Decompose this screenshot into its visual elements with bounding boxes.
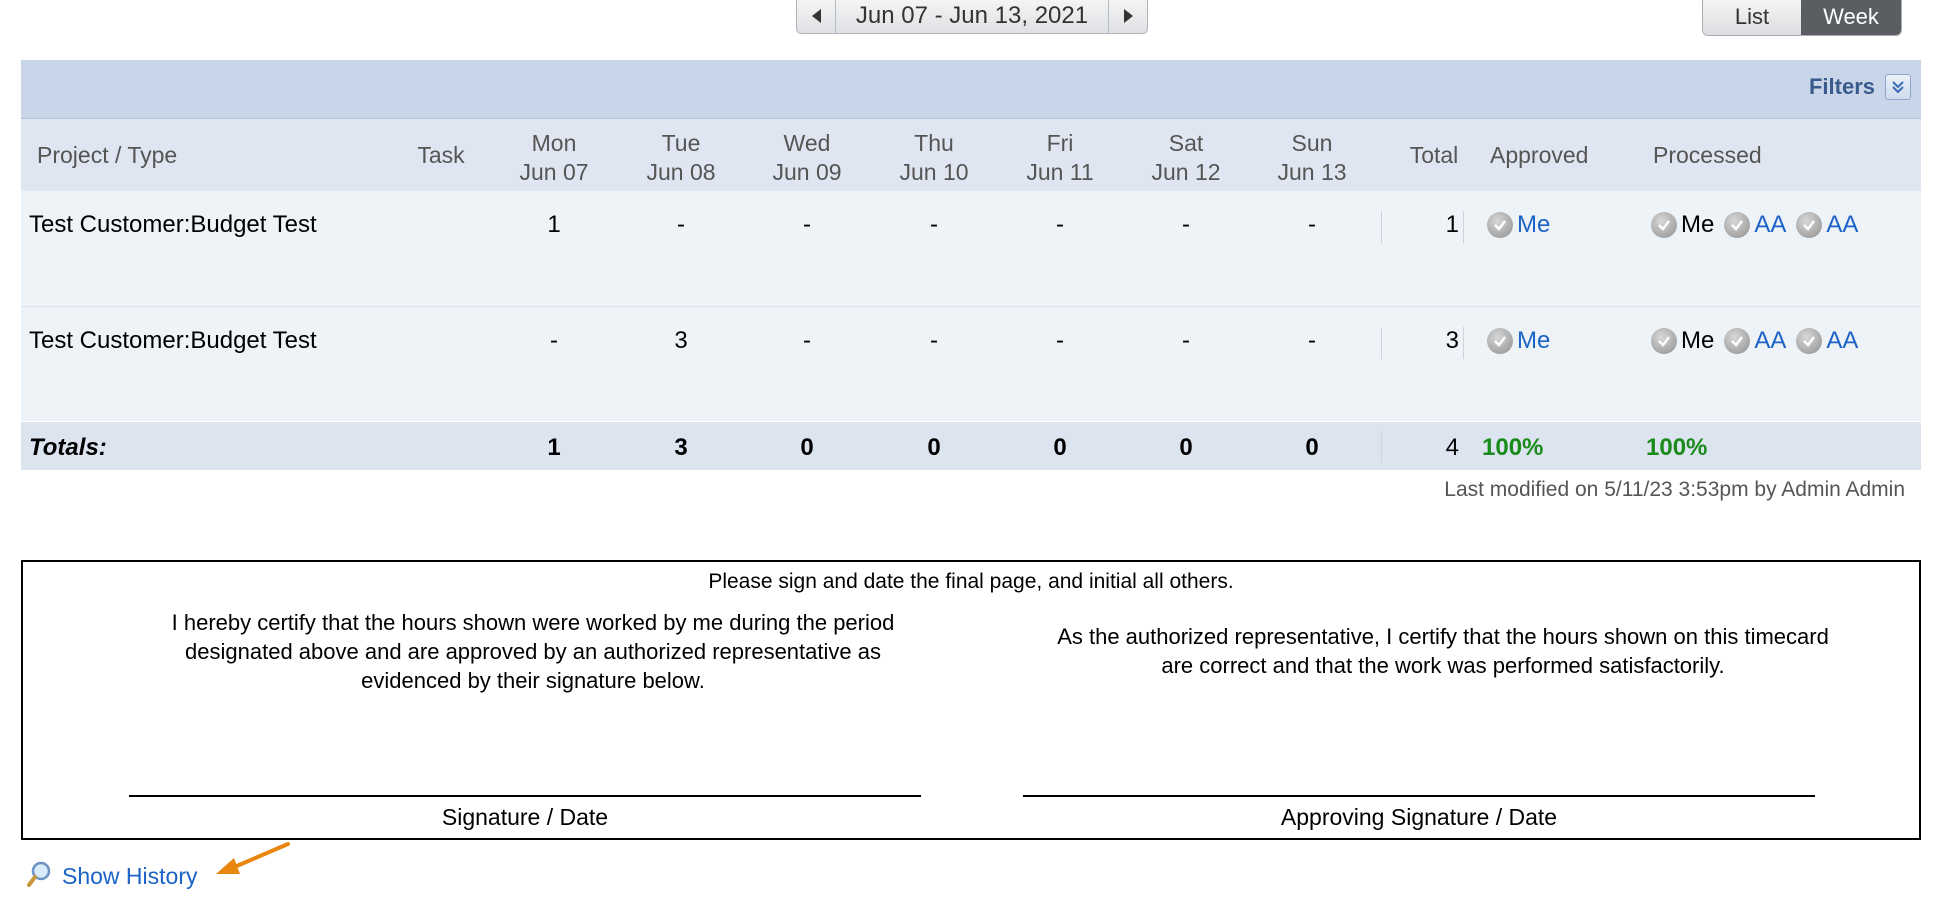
magnifier-icon [26, 860, 54, 893]
approved-status [1487, 327, 1550, 355]
hours-cell-mon[interactable]: - [550, 327, 558, 354]
header-day-date: Jun 11 [1026, 159, 1094, 185]
triangle-right-icon [1124, 9, 1133, 23]
header-day-name: Sat [1168, 130, 1204, 156]
header-day-date: Jun 08 [646, 159, 716, 185]
triangle-left-icon [812, 9, 821, 23]
approver-certification-text: As the authorized representative, I certify that the hours shown on this timecard are correct and that the work was performed satisfactorily. [1057, 624, 1829, 678]
check-circle-icon [1651, 212, 1677, 238]
header-day-tue [638, 129, 724, 187]
processor-link[interactable]: AA [1826, 211, 1859, 238]
check-circle-icon [1796, 328, 1822, 354]
column-divider [1463, 327, 1464, 359]
header-day-mon [511, 129, 597, 187]
hours-cell-sun[interactable]: - [1308, 211, 1316, 238]
next-week-button[interactable] [1108, 0, 1147, 33]
total-sat: 0 [1179, 434, 1193, 461]
header-day-name: Thu [914, 130, 954, 156]
processor-link[interactable]: AA [1754, 327, 1787, 354]
filters-label: Filters [1808, 74, 1875, 99]
header-day-name: Sun [1291, 130, 1333, 156]
employee-certification-text: I hereby certify that the hours shown were worked by me during the period designated above and are approved by an authorized representative as evidenced by their signature below. [171, 610, 895, 693]
filters-toggle[interactable] [1809, 74, 1911, 100]
row-total-cell: 3 [1445, 327, 1459, 354]
hours-cell-thu[interactable]: - [930, 327, 938, 354]
table-row[interactable] [21, 307, 1921, 421]
header-processed[interactable]: Processed [1653, 142, 1762, 168]
check-circle-icon [1724, 328, 1750, 354]
total-fri: 0 [1053, 434, 1067, 461]
totals-row [21, 422, 1921, 470]
header-day-name: Mon [531, 130, 577, 156]
header-day-date: Jun 12 [1151, 159, 1221, 185]
approver-signature-label: Approving Signature / Date [1280, 804, 1558, 830]
row-total-cell: 1 [1445, 211, 1459, 238]
header-day-sat [1143, 129, 1229, 187]
header-approved[interactable]: Approved [1490, 142, 1589, 168]
date-range-navigator [796, 0, 1148, 34]
header-day-thu [891, 129, 977, 187]
header-day-fri [1017, 129, 1103, 187]
hours-cell-tue[interactable]: - [677, 211, 685, 238]
hours-cell-sun[interactable]: - [1308, 327, 1316, 354]
hours-cell-tue[interactable]: 3 [674, 327, 688, 354]
header-day-name: Fri [1046, 130, 1074, 156]
hours-cell-mon[interactable]: 1 [547, 211, 561, 238]
hours-cell-wed[interactable]: - [803, 211, 811, 238]
sign-instruction: Please sign and date the final page, and initial all others. [708, 570, 1234, 593]
header-day-wed [764, 129, 850, 187]
header-day-date: Jun 10 [899, 159, 969, 185]
column-divider [1381, 327, 1382, 359]
processed-status [1651, 211, 1858, 239]
column-divider [1381, 211, 1382, 243]
total-thu: 0 [927, 434, 941, 461]
header-day-date: Jun 07 [519, 159, 589, 185]
total-wed: 0 [800, 434, 814, 461]
header-day-date: Jun 13 [1277, 159, 1347, 185]
employee-signature-line [129, 795, 921, 797]
table-header [21, 119, 1921, 191]
processed-status [1651, 327, 1858, 355]
approver-link[interactable]: Me [1517, 327, 1551, 354]
totals-label: Totals: [29, 434, 107, 461]
certification-box [21, 560, 1921, 840]
header-project-type[interactable]: Project / Type [37, 142, 178, 168]
processor-name: Me [1681, 211, 1715, 238]
check-circle-icon [1651, 328, 1677, 354]
hours-cell-sat[interactable]: - [1182, 327, 1190, 354]
hours-cell-thu[interactable]: - [930, 211, 938, 238]
total-sun: 0 [1305, 434, 1319, 461]
header-task[interactable]: Task [417, 142, 465, 168]
check-circle-icon [1724, 212, 1750, 238]
hours-cell-wed[interactable]: - [803, 327, 811, 354]
processed-percent: 100% [1646, 434, 1708, 461]
previous-week-button[interactable] [797, 0, 836, 33]
check-circle-icon [1796, 212, 1822, 238]
column-divider [1463, 211, 1464, 243]
approver-link[interactable]: Me [1517, 211, 1551, 238]
chevron-double-down-icon [1885, 74, 1911, 100]
project-type-cell[interactable]: Test Customer:Budget Test [29, 211, 317, 238]
grand-total: 4 [1445, 434, 1459, 461]
hours-cell-sat[interactable]: - [1182, 211, 1190, 238]
total-tue: 3 [674, 434, 688, 461]
view-toggle [1702, 0, 1902, 36]
show-history-label: Show History [62, 863, 198, 889]
filter-bar [21, 60, 1921, 119]
header-day-date: Jun 09 [772, 159, 842, 185]
header-day-name: Tue [661, 130, 701, 156]
processor-link[interactable]: AA [1754, 211, 1787, 238]
header-day-sun [1269, 129, 1355, 187]
approved-percent: 100% [1482, 434, 1544, 461]
total-mon: 1 [547, 434, 561, 461]
week-view-button[interactable]: Week [1801, 0, 1901, 35]
approved-status [1487, 211, 1550, 239]
table-row[interactable] [21, 191, 1921, 307]
header-total[interactable]: Total [1409, 142, 1459, 168]
column-divider [1381, 430, 1382, 462]
check-circle-icon [1487, 328, 1513, 354]
show-history-link[interactable] [26, 860, 197, 893]
check-circle-icon [1487, 212, 1513, 238]
approver-signature-line [1023, 795, 1815, 797]
processor-link[interactable]: AA [1826, 327, 1859, 354]
project-type-cell[interactable]: Test Customer:Budget Test [29, 327, 317, 354]
employee-signature-label: Signature / Date [441, 804, 609, 830]
date-range-label[interactable]: Jun 07 - Jun 13, 2021 [855, 2, 1089, 29]
list-view-button[interactable]: List [1703, 0, 1801, 35]
last-modified-text: Last modified on 5/11/23 3:53pm by Admin Admin [1444, 478, 1905, 501]
hours-cell-fri[interactable]: - [1056, 211, 1064, 238]
header-day-name: Wed [783, 130, 831, 156]
processor-name: Me [1681, 327, 1715, 354]
hours-cell-fri[interactable]: - [1056, 327, 1064, 354]
annotation-arrow-icon [212, 840, 296, 880]
